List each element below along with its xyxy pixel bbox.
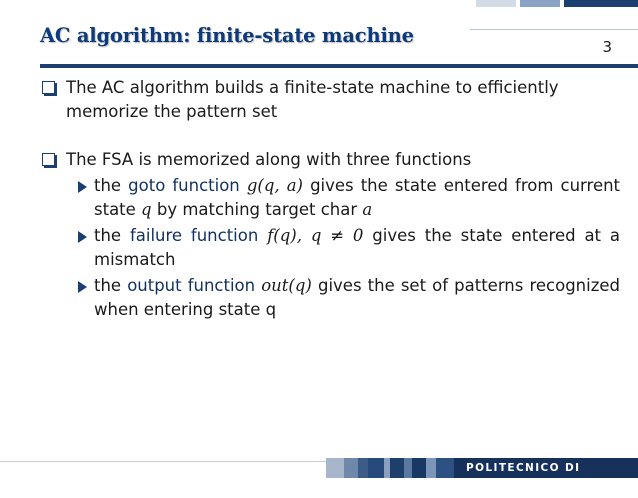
triangle-bullet-icon bbox=[78, 181, 87, 193]
footer-block bbox=[436, 458, 454, 478]
slide-title: AC algorithm: finite-state machine bbox=[40, 24, 414, 47]
sub-prefix: the bbox=[94, 176, 129, 195]
var-a: a bbox=[362, 200, 373, 219]
footer-block bbox=[404, 458, 412, 478]
checkbox-bullet-icon bbox=[42, 81, 55, 94]
sub-prefix: the bbox=[94, 226, 130, 245]
sub-text: gives the state entered at a mismatch bbox=[94, 226, 620, 269]
title-rule bbox=[470, 29, 638, 30]
university-brand: POLITECNICO DI MILANO bbox=[454, 458, 638, 478]
sub-prefix: the bbox=[94, 276, 128, 295]
footer-bar bbox=[326, 458, 638, 494]
sub-bullet-goto bbox=[40, 174, 620, 222]
page-number: 3 bbox=[602, 38, 612, 56]
bullet-item bbox=[40, 148, 620, 172]
footer-block bbox=[368, 458, 384, 478]
sub-text: by matching target char bbox=[151, 200, 363, 219]
footer-block bbox=[358, 458, 368, 478]
sub-bullet-output bbox=[40, 274, 620, 322]
output-function-term: output function bbox=[127, 276, 256, 295]
goto-function-term: goto function bbox=[128, 176, 240, 195]
checkbox-bullet-icon bbox=[42, 153, 55, 166]
bullet-text: The AC algorithm builds a finite-state machine to efficiently memorize the pattern set bbox=[66, 78, 559, 121]
failure-formula: f(q), q ≠ 0 bbox=[267, 226, 364, 245]
top-color-blocks bbox=[472, 0, 638, 7]
footer-block bbox=[426, 458, 436, 478]
footer-block bbox=[344, 458, 358, 478]
top-block bbox=[520, 0, 560, 7]
top-block bbox=[476, 0, 516, 7]
sub-text: gives the set of patterns recognized when entering state q bbox=[94, 276, 621, 319]
goto-formula: g(q, a) bbox=[246, 176, 303, 195]
slide-content bbox=[40, 76, 620, 322]
triangle-bullet-icon bbox=[78, 281, 87, 293]
footer-block bbox=[326, 458, 344, 478]
failure-function-term: failure function bbox=[129, 226, 259, 245]
triangle-bullet-icon bbox=[78, 231, 87, 243]
sub-text: gives the state entered from current state bbox=[94, 176, 621, 219]
top-block bbox=[564, 0, 638, 7]
header-divider bbox=[40, 64, 638, 68]
bullet-item bbox=[40, 76, 620, 124]
bullet-text: The FSA is memorized along with three functions bbox=[66, 150, 472, 169]
sub-bullet-failure bbox=[40, 224, 620, 272]
var-q: q bbox=[141, 200, 152, 219]
footer-block bbox=[390, 458, 404, 478]
footer-block bbox=[412, 458, 426, 478]
output-formula: out(q) bbox=[261, 276, 312, 295]
